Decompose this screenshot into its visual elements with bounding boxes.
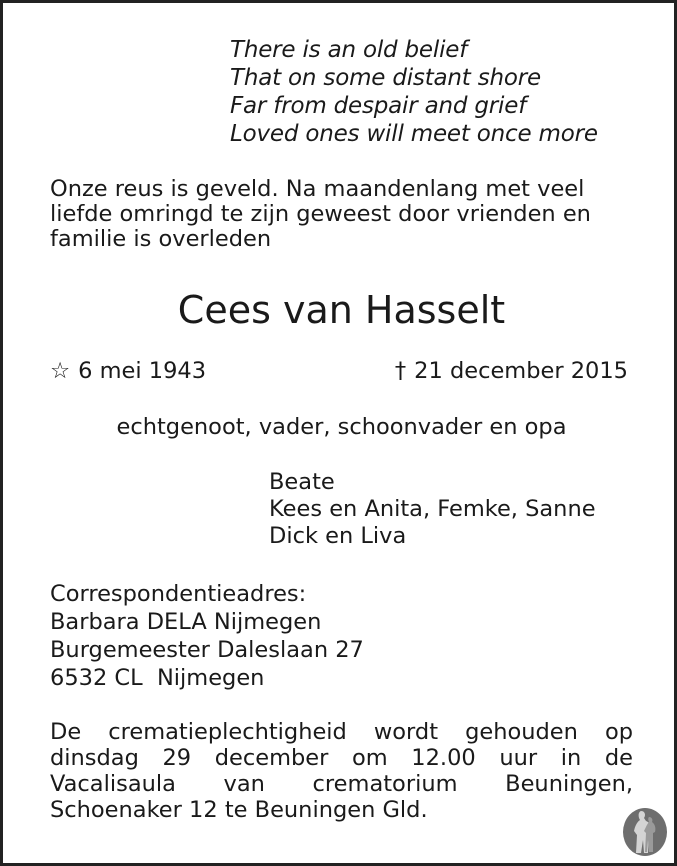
deceased-name: Cees van Hasselt [177,288,506,332]
death-date: 21 december 2015 [414,358,628,384]
correspondence-address [50,580,364,692]
address-line: 6532 CL Nijmegen [50,665,265,691]
family-line: Beate [269,469,335,495]
embracing-figures-logo-icon [622,807,668,857]
ceremony-line: Vacalisaula van crematorium Beuningen, [50,771,633,797]
address-line: Burgemeester Daleslaan 27 [50,637,364,663]
birth-date: 6 mei 1943 [78,358,207,384]
poem [230,36,598,148]
intro-line: familie is overleden [50,226,272,252]
family-names [269,469,596,550]
intro-text [50,177,591,252]
intro-line: Onze reus is geveld. Na maandenlang met veel [50,176,585,202]
poem-line: Loved ones will meet once more [230,121,598,147]
intro-line: liefde omringd te zijn geweest door vrienden en [50,201,591,227]
star-icon: ☆ [50,358,71,384]
poem-line: That on some distant shore [230,65,541,91]
poem-line: Far from despair and grief [230,93,527,119]
address-label: Correspondentieadres: [50,581,307,607]
address-line: Barbara DELA Nijmegen [50,609,322,635]
family-line: Dick en Liva [269,523,407,549]
ceremony-line: dinsdag 29 december om 12.00 uur in de [50,745,633,771]
death-date-row [395,358,628,384]
relation-text: echtgenoot, vader, schoonvader en opa [116,414,567,440]
birth-date-row [50,358,206,384]
ceremony-line: Schoenaker 12 te Beuningen Gld. [50,797,428,823]
cross-icon: † [394,358,407,384]
family-line: Kees en Anita, Femke, Sanne [269,496,596,522]
poem-line: There is an old belief [230,37,468,63]
ceremony-line: De crematieplechtigheid wordt gehouden op [50,719,633,745]
ceremony-details [50,719,633,823]
